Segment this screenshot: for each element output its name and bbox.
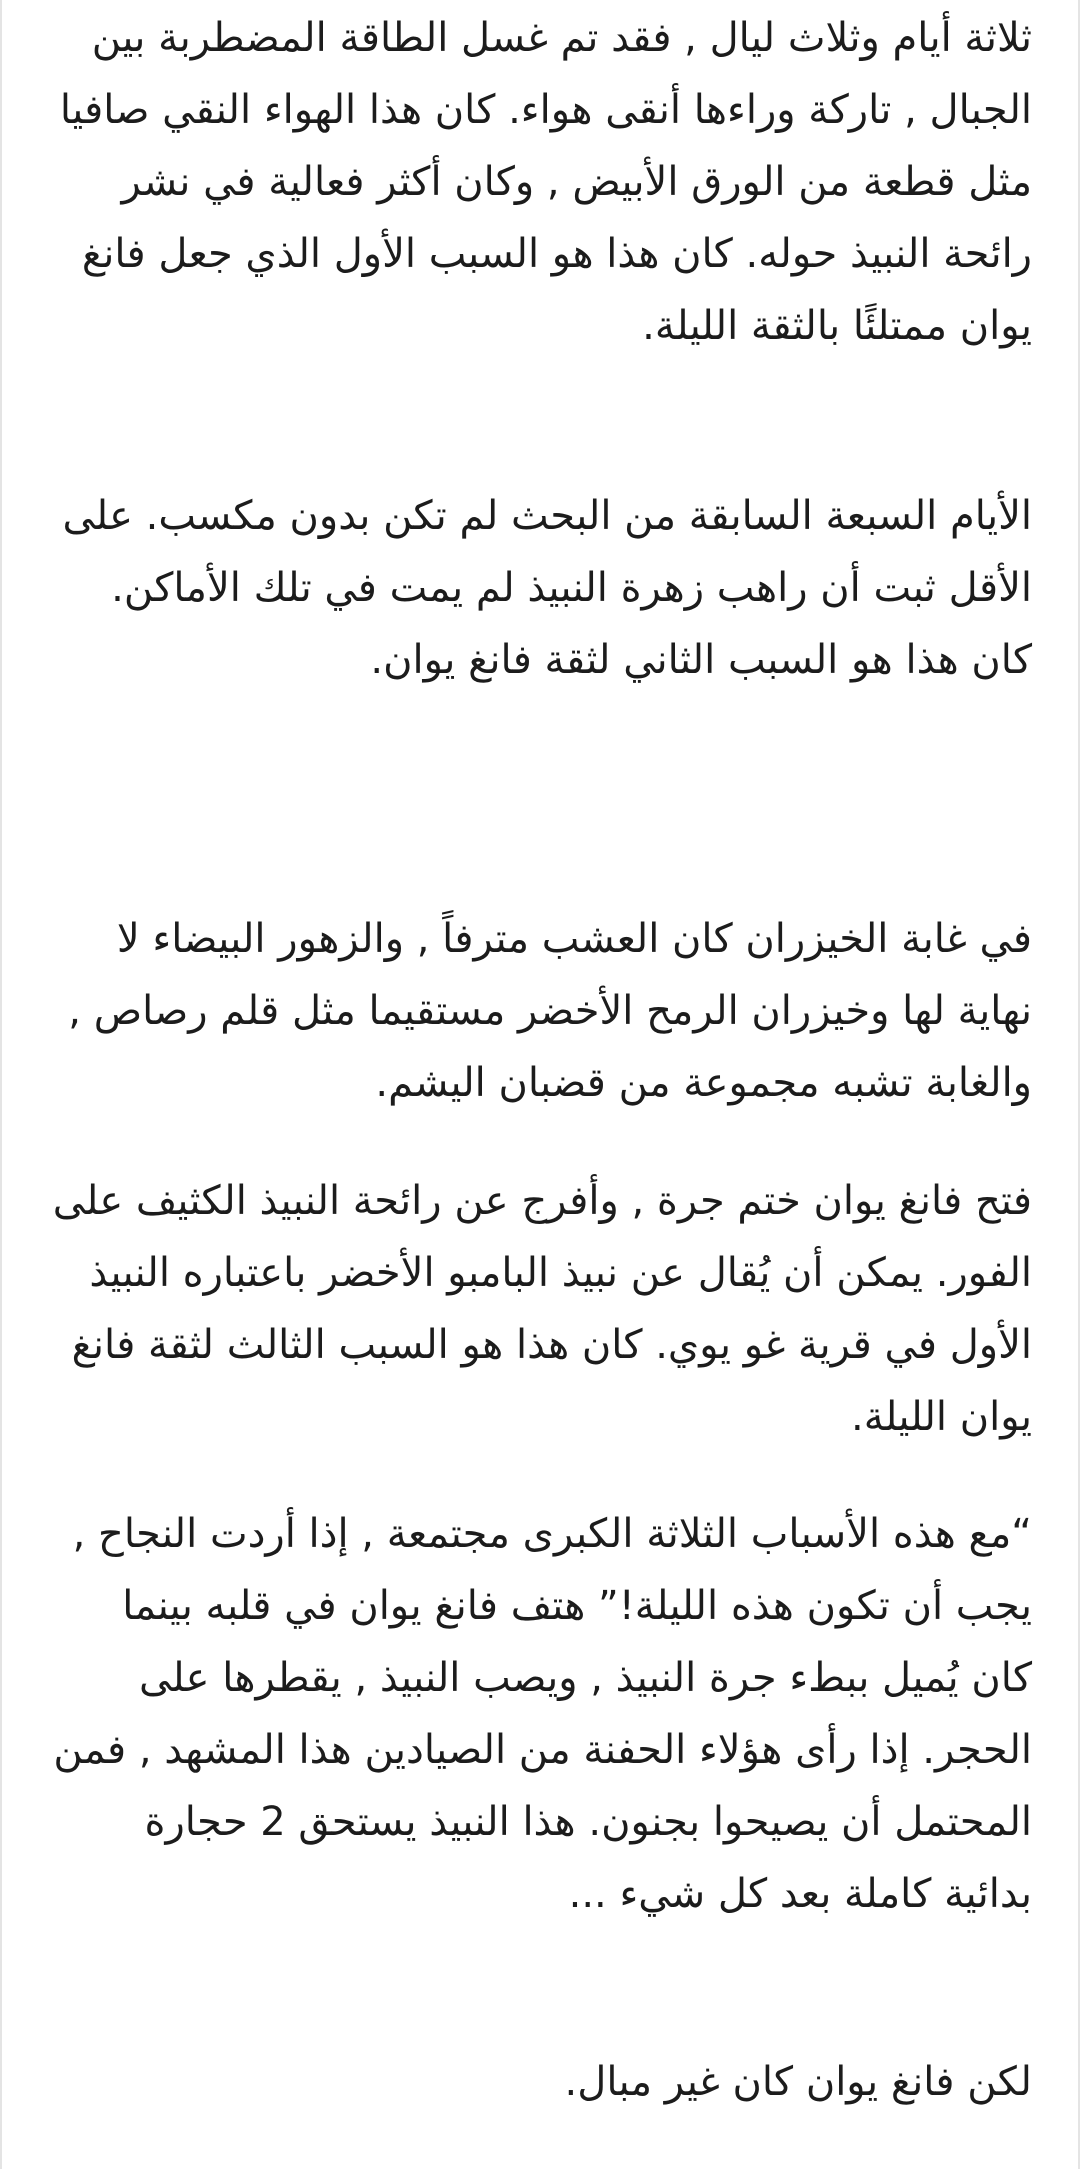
paragraph: في غابة الخيزران كان العشب مترفاً , والزهور البيضاء لا نهاية لها وخيزران الرمح الأخضر مستقيما مثل قلم رصاص , والغابة تشبه مجموعة من قضبان اليشم.	[68, 916, 1032, 1106]
paragraph: ثلاثة أيام وثلاث ليال , فقد تم غسل الطاقة المضطربة بين الجبال , تاركة وراءها أنقى هواء. كان هذا الهواء النقي صافيا مثل قطعة من الورق الأبيض , وكان أكثر فعالية في نشر رائحة النبيذ حوله. كان هذا هو السبب الأول الذي جعل فانغ يوان ممتلئًا بالثقة الليلة.	[59, 15, 1032, 349]
paragraph: الأيام السبعة السابقة من البحث لم تكن بدون مكسب. على الأقل ثبت أن راهب زهرة النبيذ لم يمت في تلك الأماكن. كان هذا هو السبب الثاني لثقة فانغ يوان.	[62, 493, 1032, 683]
paragraph: “مع هذه الأسباب الثلاثة الكبرى مجتمعة , إذا أردت النجاح , يجب أن تكون هذه الليلة!” هتف فانغ يوان في قلبه بينما كان يُميل ببطء جرة النبيذ , ويصب النبيذ , يقطرها على الحجر. إذا رأى هؤلاء الحفنة من الصيادين هذا المشهد , فمن المحتمل أن يصيحوا بجنون. هذا النبيذ يستحق 2 حجارة بدائية كاملة بعد كل شيء ...	[53, 1511, 1032, 1917]
paragraph: لكن فانغ يوان كان غير مبال.	[564, 2059, 1032, 2105]
paragraph: فتح فانغ يوان ختم جرة , وأفرج عن رائحة النبيذ الكثيف على الفور. يمكن أن يُقال عن نبيذ البامبو الأخضر باعتباره النبيذ الأول في قرية غو يوي. كان هذا هو السبب الثالث لثقة فانغ يوان الليلة.	[52, 1178, 1032, 1440]
